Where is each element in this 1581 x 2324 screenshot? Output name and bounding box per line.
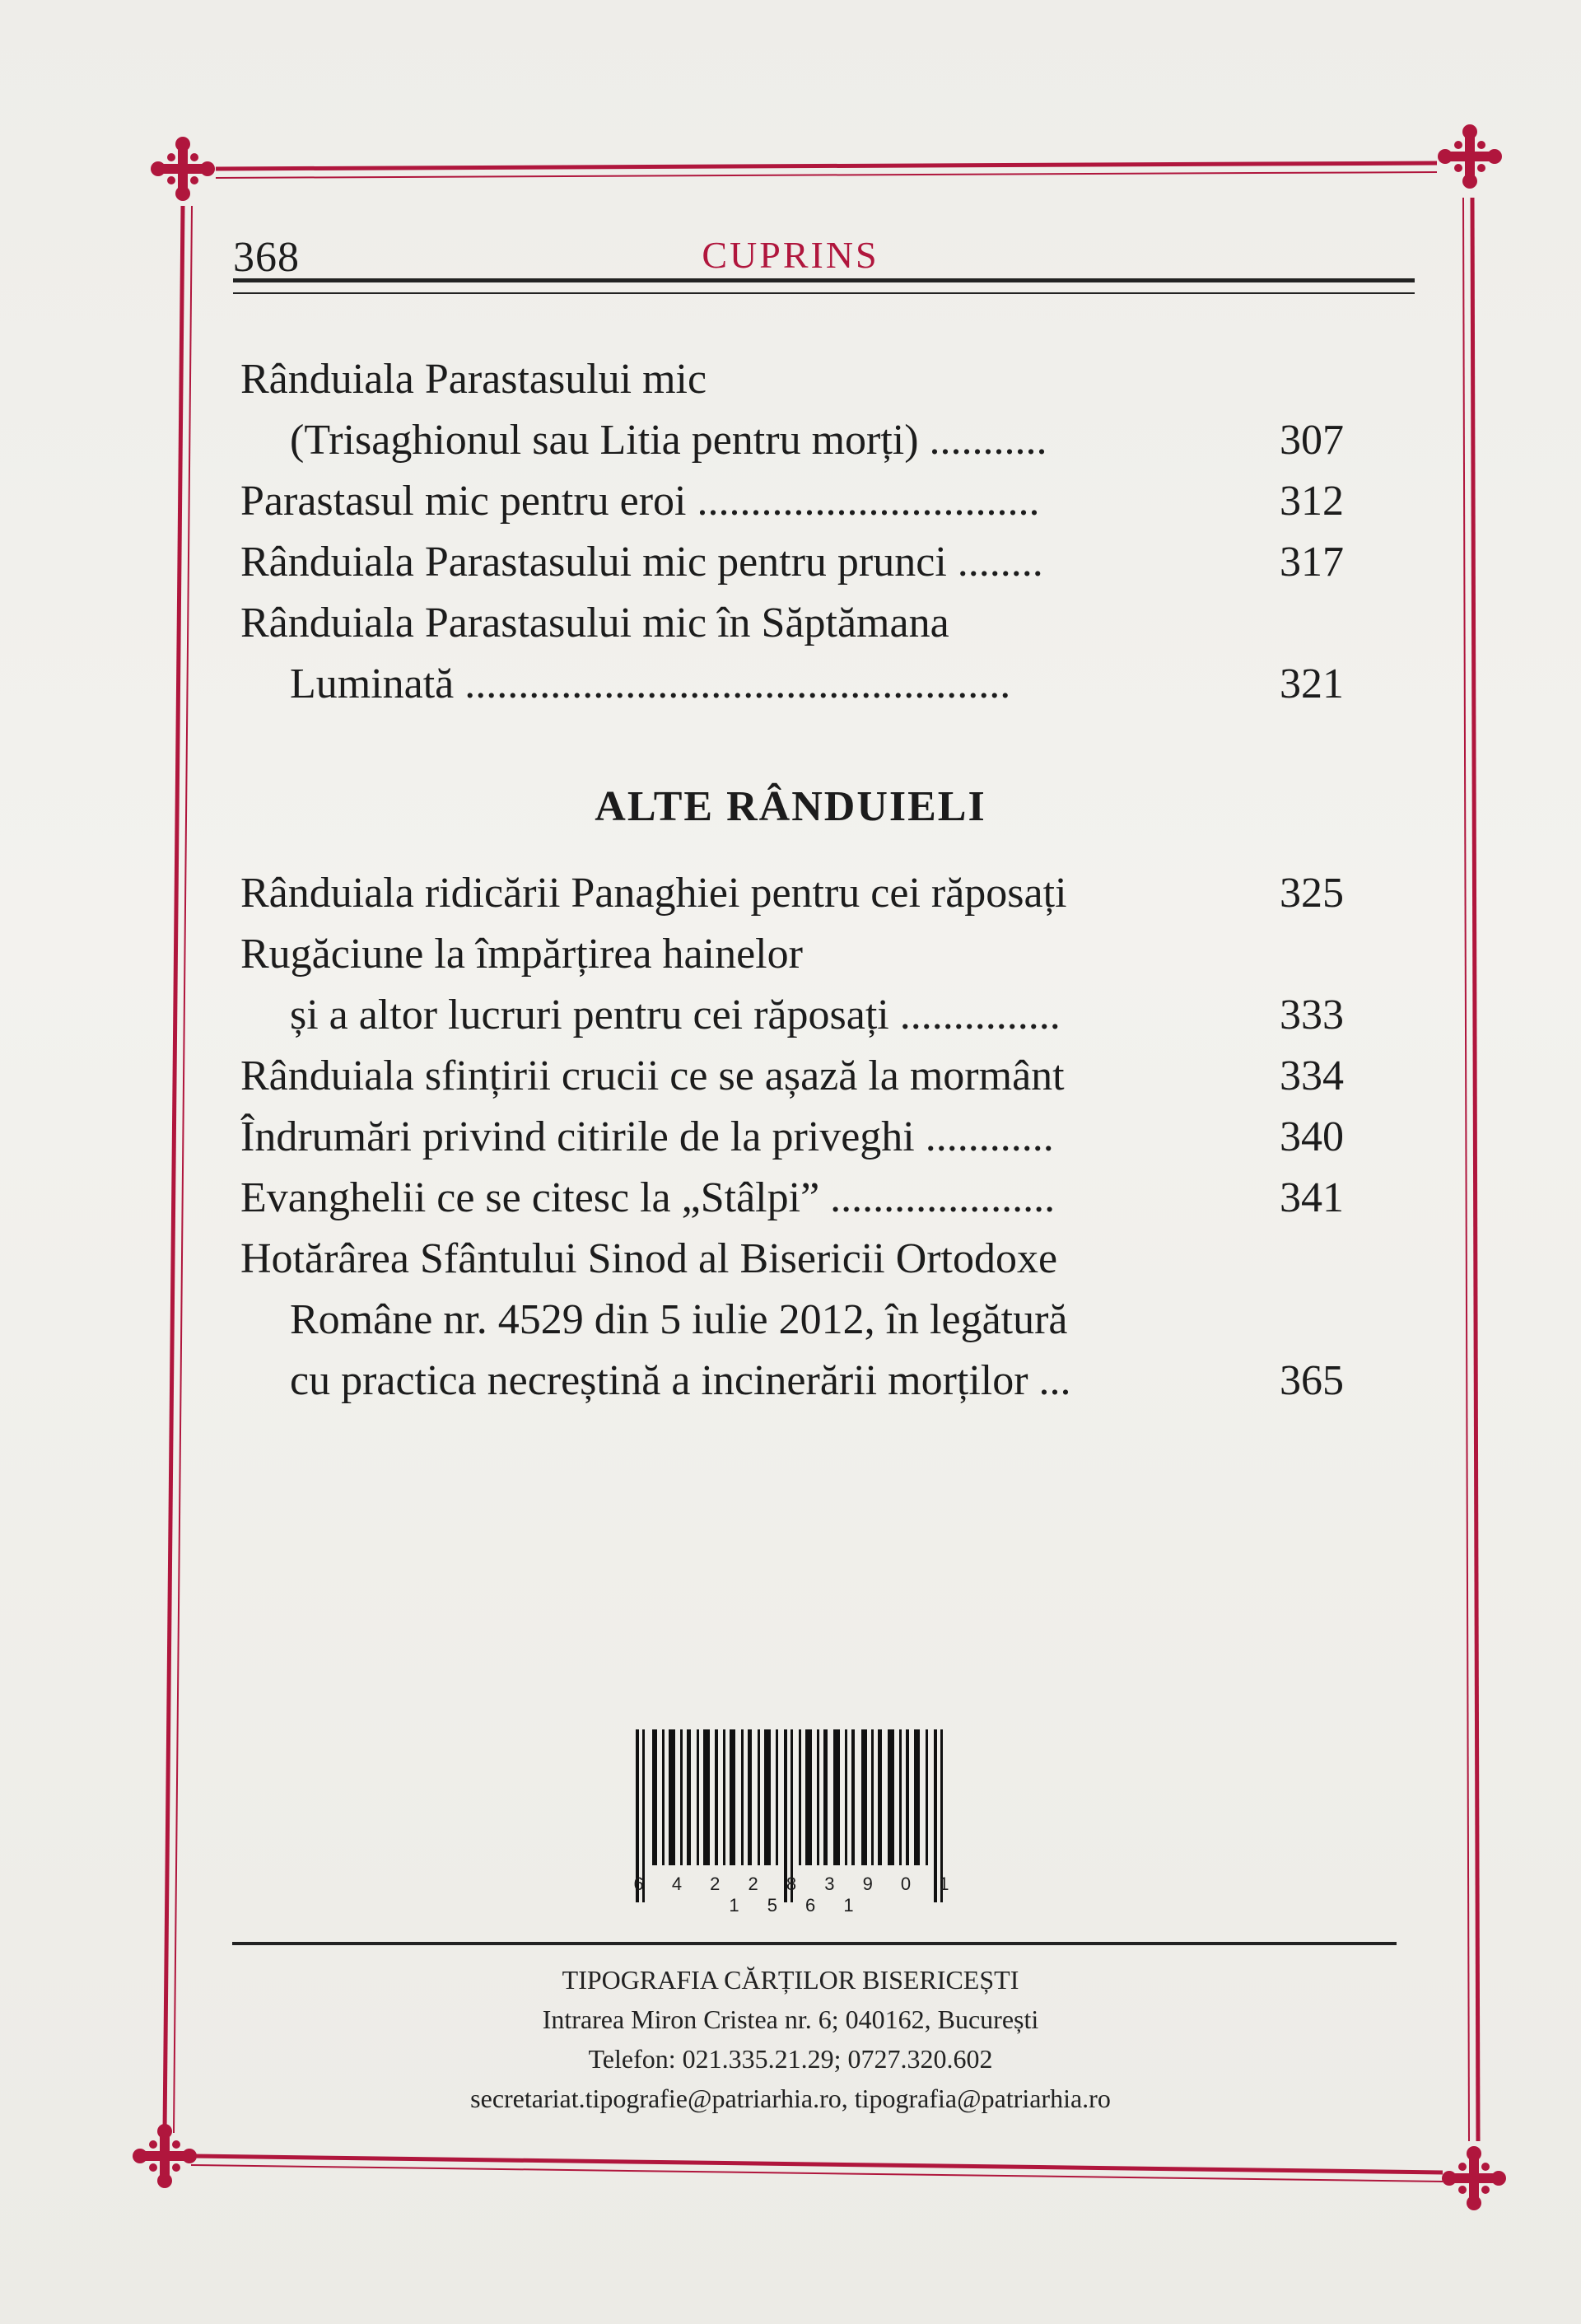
toc-entry-line: Rânduiala ridicării Panaghiei pentru cei răposați bbox=[240, 870, 1067, 917]
publisher-phone: Telefon: 021.335.21.29; 0727.320.602 bbox=[588, 2044, 993, 2074]
toc-entry-line: Îndrumări privind citirile de la priveghi ............ bbox=[240, 1113, 1054, 1160]
toc-page-number: 341 bbox=[1280, 1174, 1344, 1221]
toc-entry-line: Rânduiala sfințirii crucii ce se așază la mormânt bbox=[240, 1052, 1065, 1099]
publisher-name: TIPOGRAFIA CĂRȚILOR BISERICEȘTI bbox=[562, 1965, 1019, 1995]
section-heading: ALTE RÂNDUIELI bbox=[595, 783, 986, 830]
cross-ornament-icon bbox=[1442, 2146, 1506, 2210]
toc-page-number: 321 bbox=[1280, 660, 1344, 707]
toc-page-number: 312 bbox=[1280, 478, 1344, 525]
toc-entry-line: Parastasul mic pentru eroi ................................ bbox=[240, 478, 1040, 525]
header-rule bbox=[233, 278, 1415, 294]
toc-entry-line: și a altor lucruri pentru cei răposați ............... bbox=[290, 992, 1061, 1038]
toc-page-number: 365 bbox=[1280, 1357, 1344, 1404]
toc-entry-line: cu practica necreștină a incinerării morților ... bbox=[290, 1357, 1071, 1404]
publisher-address: Intrarea Miron Cristea nr. 6; 040162, București bbox=[542, 2004, 1039, 2034]
toc-page-number: 317 bbox=[1280, 539, 1344, 586]
toc-entry-line: Hotărârea Sfântului Sinod al Bisericii Ortodoxe bbox=[240, 1235, 1058, 1282]
cross-ornament-icon bbox=[1438, 124, 1502, 189]
publisher-footer bbox=[0, 1960, 1581, 2118]
toc-page-number: 307 bbox=[1280, 417, 1344, 464]
publisher-emails: secretariat.tipografie@patriarhia.ro, tipografia@patriarhia.ro bbox=[470, 2084, 1111, 2113]
toc-page-number: 325 bbox=[1280, 870, 1344, 917]
cross-ornament-icon bbox=[133, 2124, 197, 2188]
toc-entry-line: Rânduiala Parastasului mic în Săptămana bbox=[240, 600, 949, 646]
toc-entry-line: Luminată ................................................... bbox=[290, 660, 1011, 707]
toc-entry-line: Rugăciune la împărțirea hainelor bbox=[240, 931, 803, 978]
toc-page-number: 333 bbox=[1280, 992, 1344, 1038]
footer-rule bbox=[232, 1942, 1397, 1945]
toc-entry-line: Rânduiala Parastasului mic bbox=[240, 356, 707, 403]
toc-entry-line: Rânduiala Parastasului mic pentru prunci ........ bbox=[240, 539, 1043, 586]
running-title: CUPRINS bbox=[702, 234, 879, 276]
barcode-digits: 6 4 2 2 8 3 9 0 1 1 5 6 1 bbox=[633, 1874, 961, 1916]
toc-page-number: 340 bbox=[1280, 1113, 1344, 1160]
toc-entry-line: Române nr. 4529 din 5 iulie 2012, în legătură bbox=[290, 1296, 1068, 1343]
page-number: 368 bbox=[233, 234, 300, 281]
toc-entry-line: Evanghelii ce se citesc la „Stâlpi” ..................... bbox=[240, 1174, 1056, 1221]
toc-entry-line: (Trisaghionul sau Litia pentru morți) ........... bbox=[290, 417, 1047, 464]
cross-ornament-icon bbox=[151, 137, 215, 201]
toc-page-number: 334 bbox=[1280, 1052, 1344, 1099]
